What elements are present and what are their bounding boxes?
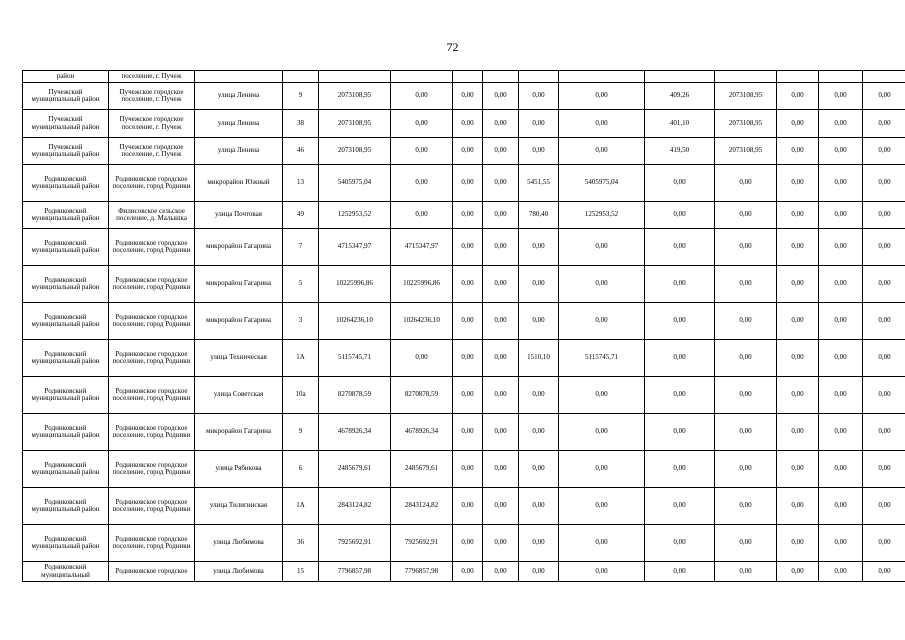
settlement-cell: Родниковское городское поселение, город Родники	[109, 165, 195, 202]
settlement-cell: Родниковское городское поселение, город Родники	[109, 229, 195, 266]
amount-cell: 5405975,04	[319, 165, 391, 202]
amount-cell: 0,00	[559, 303, 645, 340]
amount-cell: 0,00	[519, 229, 559, 266]
house-number-cell: 49	[283, 202, 319, 229]
amount-cell: 0,00	[645, 202, 715, 229]
street-cell: улица Ленина	[195, 110, 283, 138]
amount-cell: 0,00	[519, 138, 559, 165]
amount-cell: 10264236,10	[319, 303, 391, 340]
amount-cell: 0,00	[645, 303, 715, 340]
amount-cell: 0,00	[483, 83, 519, 110]
amount-cell: 0,00	[559, 451, 645, 488]
amount-cell: 0,00	[483, 138, 519, 165]
amount-cell: 0,00	[391, 165, 453, 202]
district-cell: Родниковский муниципальный район	[23, 165, 109, 202]
amount-cell: 2073108,95	[715, 110, 777, 138]
amount-cell: 0,00	[777, 488, 819, 525]
amount-cell: 0,00	[715, 562, 777, 582]
house-number-cell: 1А	[283, 488, 319, 525]
amount-cell: 409,26	[645, 83, 715, 110]
amount-cell: 0,00	[819, 414, 863, 451]
settlement-cell: Родниковское городское поселение, город Родники	[109, 303, 195, 340]
amount-cell: 0,00	[715, 414, 777, 451]
amount-cell: 5115745,71	[319, 340, 391, 377]
amount-cell: 0,00	[863, 229, 905, 266]
table-row	[23, 138, 905, 165]
amount-cell: 0,00	[559, 525, 645, 562]
amount-cell: 0,00	[483, 488, 519, 525]
amount-cell: 0,00	[483, 202, 519, 229]
amount-cell: 0,00	[483, 377, 519, 414]
amount-cell: 0,00	[519, 266, 559, 303]
amount-cell: 0,00	[777, 414, 819, 451]
amount-cell: 8270878,59	[319, 377, 391, 414]
amount-cell: 0,00	[819, 229, 863, 266]
table-row	[23, 525, 905, 562]
settlement-cell: Родниковское городское поселение, город Родники	[109, 377, 195, 414]
amount-cell: 0,00	[391, 340, 453, 377]
amount-cell: 0,00	[863, 488, 905, 525]
table-row	[23, 377, 905, 414]
amount-cell: 0,00	[645, 414, 715, 451]
amount-cell: 0,00	[819, 377, 863, 414]
amount-cell: 0,00	[519, 562, 559, 582]
settlement-cell: Родниковское городское	[109, 562, 195, 582]
amount-cell: 0,00	[453, 340, 483, 377]
table-row	[23, 451, 905, 488]
amount-cell: 0,00	[453, 525, 483, 562]
amount-cell: 0,00	[391, 138, 453, 165]
amount-cell: 0,00	[777, 165, 819, 202]
amount-cell: 0,00	[777, 303, 819, 340]
house-number-cell: 5	[283, 266, 319, 303]
amount-cell: 0,00	[483, 303, 519, 340]
amount-cell: 0,00	[777, 83, 819, 110]
amount-cell: 0,00	[453, 488, 483, 525]
district-cell: Родниковский муниципальный район	[23, 451, 109, 488]
amount-cell: 0,00	[519, 83, 559, 110]
amount-cell: 0,00	[863, 110, 905, 138]
amount-cell: 4678926,34	[319, 414, 391, 451]
amount-cell: 0,00	[519, 110, 559, 138]
page-number: 72	[446, 40, 459, 54]
amount-cell: 0,00	[483, 562, 519, 582]
district-cell: Родниковский муниципальный район	[23, 202, 109, 229]
amount-cell: 0,00	[863, 525, 905, 562]
settlement-cell: Пучежское городское поселение, г. Пучеж	[109, 138, 195, 165]
amount-cell: 780,40	[519, 202, 559, 229]
amount-cell: 401,10	[645, 110, 715, 138]
table-row	[23, 414, 905, 451]
amount-cell: 0,00	[645, 229, 715, 266]
amount-cell: 5405975,04	[559, 165, 645, 202]
settlement-cell: Родниковское городское поселение, город Родники	[109, 451, 195, 488]
amount-cell: 0,00	[453, 83, 483, 110]
settlement-cell: Пучежское городское поселение, г. Пучеж	[109, 83, 195, 110]
amount-cell: 0,00	[483, 110, 519, 138]
amount-cell: 0,00	[453, 451, 483, 488]
amount-cell: 0,00	[715, 340, 777, 377]
amount-cell: 0,00	[715, 525, 777, 562]
amount-cell: 7925692,91	[391, 525, 453, 562]
settlement-cell: Родниковское городское поселение, город Родники	[109, 266, 195, 303]
amount-cell: 0,00	[863, 414, 905, 451]
street-cell: микрорайон Гагарина	[195, 229, 283, 266]
amount-cell: 2073108,95	[319, 110, 391, 138]
amount-cell: 0,00	[715, 229, 777, 266]
house-number-cell: 38	[283, 110, 319, 138]
amount-cell: 0,00	[559, 266, 645, 303]
amount-cell: 0,00	[483, 414, 519, 451]
amount-cell: 0,00	[863, 83, 905, 110]
amount-cell: 0,00	[819, 83, 863, 110]
house-number-cell: 1А	[283, 340, 319, 377]
table-row	[23, 202, 905, 229]
amount-cell: 0,00	[645, 562, 715, 582]
amount-cell: 0,00	[819, 525, 863, 562]
street-cell: микрорайон Гагарина	[195, 266, 283, 303]
amount-cell: 0,00	[483, 525, 519, 562]
amount-cell: 0,00	[715, 377, 777, 414]
street-cell: микрорайон Гагарина	[195, 303, 283, 340]
amount-cell: 0,00	[519, 525, 559, 562]
amount-cell: 0,00	[777, 110, 819, 138]
amount-cell: 0,00	[819, 266, 863, 303]
district-cell: Родниковский муниципальный район	[23, 266, 109, 303]
amount-cell: 2485679,61	[391, 451, 453, 488]
amount-cell: 0,00	[777, 562, 819, 582]
street-cell: улица Почтовая	[195, 202, 283, 229]
amount-cell: 0,00	[559, 414, 645, 451]
table-row	[23, 562, 905, 582]
house-number-cell: 7	[283, 229, 319, 266]
district-cell: Родниковский муниципальный район	[23, 340, 109, 377]
amount-cell: 1252953,52	[319, 202, 391, 229]
amount-cell: 0,00	[819, 451, 863, 488]
amount-cell: 0,00	[819, 110, 863, 138]
house-number-cell: 9	[283, 414, 319, 451]
house-number-cell: 9	[283, 83, 319, 110]
district-cell: Родниковский муниципальный район	[23, 525, 109, 562]
district-cell: Родниковский муниципальный	[23, 562, 109, 582]
amount-cell: 0,00	[863, 303, 905, 340]
street-cell: микрорайон Южный	[195, 165, 283, 202]
table-row	[23, 303, 905, 340]
amount-cell: 2843124,82	[319, 488, 391, 525]
house-number-cell: 3	[283, 303, 319, 340]
district-cell: Родниковский муниципальный район	[23, 229, 109, 266]
amount-cell: 0,00	[777, 377, 819, 414]
amount-cell: 7796857,98	[391, 562, 453, 582]
amount-cell: 4715347,97	[391, 229, 453, 266]
amount-cell: 0,00	[453, 110, 483, 138]
amount-cell: 0,00	[453, 229, 483, 266]
amount-cell: 0,00	[645, 488, 715, 525]
amount-cell: 0,00	[777, 266, 819, 303]
amount-cell: 0,00	[453, 165, 483, 202]
amount-cell: 0,00	[519, 451, 559, 488]
street-cell: улица Ленина	[195, 83, 283, 110]
house-number-cell: 10а	[283, 377, 319, 414]
amount-cell: 5451,55	[519, 165, 559, 202]
table-row	[23, 229, 905, 266]
street-cell: улица Рябикова	[195, 451, 283, 488]
table-row	[23, 266, 905, 303]
street-cell: улица Любимова	[195, 562, 283, 582]
amount-cell: 0,00	[519, 488, 559, 525]
amount-cell: 0,00	[391, 110, 453, 138]
district-cell: Пучежский муниципальный район	[23, 138, 109, 165]
district-cell: Родниковский муниципальный район	[23, 488, 109, 525]
amount-cell: 0,00	[559, 377, 645, 414]
amount-cell: 0,00	[483, 340, 519, 377]
house-number-cell: 15	[283, 562, 319, 582]
amount-cell: 0,00	[645, 340, 715, 377]
table-row	[23, 83, 905, 110]
amount-cell: 0,00	[645, 525, 715, 562]
amount-cell: 0,00	[819, 340, 863, 377]
amount-cell: 10264236,10	[391, 303, 453, 340]
amount-cell: 4715347,97	[319, 229, 391, 266]
amount-cell: 2073108,95	[319, 83, 391, 110]
settlement-cell: Родниковское городское поселение, город Родники	[109, 488, 195, 525]
settlement-cell: Пучежское городское поселение, г. Пучеж	[109, 110, 195, 138]
house-number-cell: 6	[283, 451, 319, 488]
amount-cell: 0,00	[519, 414, 559, 451]
amount-cell: 0,00	[777, 451, 819, 488]
table-row	[23, 165, 905, 202]
amount-cell: 0,00	[777, 138, 819, 165]
amount-cell: 1252953,52	[559, 202, 645, 229]
amount-cell: 0,00	[715, 303, 777, 340]
amount-cell: 0,00	[483, 229, 519, 266]
district-cell: Пучежский муниципальный район	[23, 83, 109, 110]
house-number-cell: 13	[283, 165, 319, 202]
amount-cell: 0,00	[645, 451, 715, 488]
street-cell: микрорайон Гагарина	[195, 414, 283, 451]
amount-cell: 2073108,95	[715, 83, 777, 110]
settlement-cell: Филисовское сельское поселение, д. Малышка	[109, 202, 195, 229]
amount-cell: 0,00	[483, 165, 519, 202]
amount-cell: 0,00	[819, 202, 863, 229]
house-number-cell: 46	[283, 138, 319, 165]
amount-cell: 0,00	[715, 488, 777, 525]
amount-cell: 0,00	[645, 266, 715, 303]
housing-repair-table	[22, 70, 905, 582]
amount-cell: 10225996,86	[319, 266, 391, 303]
table-row	[23, 340, 905, 377]
amount-cell: 2485679,61	[319, 451, 391, 488]
settlement-cell: поселение, г. Пучеж	[109, 71, 195, 83]
amount-cell: 0,00	[863, 562, 905, 582]
amount-cell: 0,00	[453, 202, 483, 229]
amount-cell: 0,00	[483, 266, 519, 303]
district-cell: район	[23, 71, 109, 83]
amount-cell: 0,00	[559, 562, 645, 582]
amount-cell: 0,00	[391, 83, 453, 110]
street-cell: улица Техническая	[195, 340, 283, 377]
district-cell: Родниковский муниципальный район	[23, 414, 109, 451]
amount-cell: 0,00	[819, 138, 863, 165]
amount-cell: 0,00	[819, 165, 863, 202]
amount-cell: 0,00	[519, 377, 559, 414]
district-cell: Пучежский муниципальный район	[23, 110, 109, 138]
amount-cell: 0,00	[863, 451, 905, 488]
amount-cell: 0,00	[819, 488, 863, 525]
amount-cell: 0,00	[559, 138, 645, 165]
amount-cell: 2073108,95	[319, 138, 391, 165]
amount-cell: 0,00	[819, 562, 863, 582]
amount-cell: 0,00	[863, 202, 905, 229]
amount-cell: 0,00	[453, 414, 483, 451]
table-row	[23, 488, 905, 525]
amount-cell: 0,00	[391, 202, 453, 229]
amount-cell: 0,00	[715, 266, 777, 303]
amount-cell: 0,00	[645, 165, 715, 202]
amount-cell: 0,00	[559, 110, 645, 138]
amount-cell: 0,00	[777, 229, 819, 266]
amount-cell: 0,00	[863, 377, 905, 414]
settlement-cell: Родниковское городское поселение, город Родники	[109, 525, 195, 562]
amount-cell: 0,00	[715, 165, 777, 202]
settlement-cell: Родниковское городское поселение, город Родники	[109, 340, 195, 377]
amount-cell: 0,00	[453, 562, 483, 582]
amount-cell: 0,00	[715, 451, 777, 488]
amount-cell: 0,00	[819, 303, 863, 340]
amount-cell: 419,50	[645, 138, 715, 165]
amount-cell: 5115745,71	[559, 340, 645, 377]
amount-cell: 4678926,34	[391, 414, 453, 451]
amount-cell: 1510,10	[519, 340, 559, 377]
street-cell: улица Ленина	[195, 138, 283, 165]
amount-cell: 2843124,82	[391, 488, 453, 525]
amount-cell: 0,00	[519, 303, 559, 340]
amount-cell: 0,00	[863, 266, 905, 303]
amount-cell: 0,00	[453, 303, 483, 340]
table-row	[23, 71, 905, 83]
amount-cell: 0,00	[863, 340, 905, 377]
amount-cell: 0,00	[715, 202, 777, 229]
amount-cell: 0,00	[483, 451, 519, 488]
amount-cell: 0,00	[777, 340, 819, 377]
amount-cell: 0,00	[863, 138, 905, 165]
amount-cell: 0,00	[453, 138, 483, 165]
amount-cell: 0,00	[453, 266, 483, 303]
amount-cell: 7796857,98	[319, 562, 391, 582]
amount-cell: 0,00	[453, 377, 483, 414]
amount-cell: 8270878,59	[391, 377, 453, 414]
street-cell: улица Советская	[195, 377, 283, 414]
table-row	[23, 110, 905, 138]
amount-cell: 7925692,91	[319, 525, 391, 562]
amount-cell: 0,00	[645, 377, 715, 414]
district-cell: Родниковский муниципальный район	[23, 377, 109, 414]
settlement-cell: Родниковское городское поселение, город Родники	[109, 414, 195, 451]
amount-cell: 0,00	[559, 229, 645, 266]
amount-cell: 0,00	[559, 83, 645, 110]
street-cell: улица Любимова	[195, 525, 283, 562]
district-cell: Родниковский муниципальный район	[23, 303, 109, 340]
house-number-cell: 36	[283, 525, 319, 562]
amount-cell: 2073108,95	[715, 138, 777, 165]
amount-cell: 0,00	[559, 488, 645, 525]
amount-cell: 0,00	[777, 525, 819, 562]
amount-cell: 0,00	[777, 202, 819, 229]
amount-cell: 0,00	[863, 165, 905, 202]
amount-cell: 10225996,86	[391, 266, 453, 303]
street-cell: улица Тилигинская	[195, 488, 283, 525]
